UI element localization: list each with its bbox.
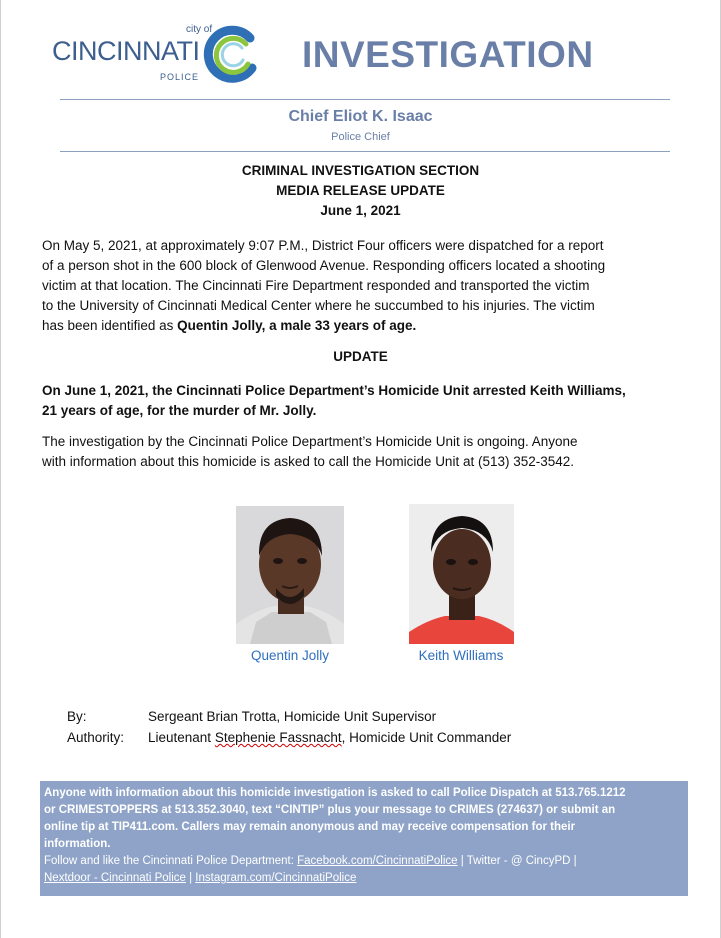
paragraph-line: On May 5, 2021, at approximately 9:07 P.M., District Four officers were dispatched for a report: [42, 238, 604, 253]
social-line: [44, 870, 684, 887]
instagram-link[interactable]: Instagram.com/CincinnatiPolice: [195, 872, 357, 884]
tip-footer-box: [40, 781, 688, 896]
paragraph-line: The investigation by the Cincinnati Police Department’s Homicide Unit is ongoing. Anyone: [42, 434, 578, 449]
ongoing-paragraph: [42, 432, 692, 472]
authority-label: Authority:: [67, 730, 125, 745]
header-divider-top: [60, 99, 670, 100]
victim-intro: has been identified as: [42, 318, 178, 333]
suspect-caption: Keith Williams: [418, 648, 504, 663]
follow-text: Follow and like the Cincinnati Police Department:: [44, 855, 298, 867]
paragraph-line: to the University of Cincinnati Medical Center where he succumbed to his injuries. The victim: [42, 298, 595, 313]
chief-name: Chief Eliot K. Isaac: [288, 108, 433, 125]
release-type-heading: MEDIA RELEASE UPDATE: [276, 183, 445, 198]
logo-police: POLICE: [160, 72, 200, 82]
chief-title: Police Chief: [331, 131, 390, 143]
page-title: INVESTIGATION: [302, 34, 594, 75]
victim-caption: Quentin Jolly: [250, 648, 330, 663]
facebook-link[interactable]: Facebook.com/CincinnatiPolice: [297, 855, 458, 867]
separator: |: [185, 872, 196, 884]
suspect-photo: [409, 504, 514, 644]
paragraph-line: of a person shot in the 600 block of Glenwood Avenue. Responding officers located a shooting: [42, 258, 606, 273]
authority-rank: Lieutenant: [148, 730, 215, 745]
section-heading: CRIMINAL INVESTIGATION SECTION: [241, 163, 480, 178]
authority-name: Stephenie Fassnacht: [214, 730, 342, 745]
header-divider-bottom: [60, 151, 670, 152]
paragraph-line: 21 years of age, for the murder of Mr. Jolly.: [42, 403, 317, 418]
logo-cincinnati: CINCINNATI: [52, 36, 200, 66]
incident-paragraph: [42, 236, 692, 336]
paragraph-line: [42, 316, 692, 336]
logo-c-swirl-icon: [202, 24, 262, 84]
footer-line: Anyone with information about this homicide investigation is asked to call Police Dispatch at 513.765.1212: [44, 787, 626, 799]
footer-line: online tip at TIP411.com. Callers may remain anonymous and may receive compensation for their: [44, 821, 576, 833]
update-paragraph: [42, 381, 692, 421]
authority-role: , Homicide Unit Commander: [341, 730, 512, 745]
footer-line: or CRIMESTOPPERS at 513.352.3040, text “CINTIP” plus your message to CRIMES (274637) or submit an: [44, 804, 616, 816]
social-line: [44, 853, 684, 870]
paragraph-line: On June 1, 2021, the Cincinnati Police Department’s Homicide Unit arrested Keith Williams,: [42, 383, 626, 398]
paragraph-line: with information about this homicide is asked to call the Homicide Unit at (513) 352-3542.: [42, 454, 575, 469]
authority-value: [148, 730, 511, 745]
nextdoor-link[interactable]: Nextdoor - Cincinnati Police: [44, 872, 186, 884]
release-date: June 1, 2021: [320, 203, 401, 218]
victim-photo: [236, 506, 344, 644]
by-label: By:: [67, 709, 87, 724]
twitter-text[interactable]: | Twitter - @ CincyPD |: [457, 855, 577, 867]
cincinnati-police-logo: [52, 24, 262, 86]
by-value: Sergeant Brian Trotta, Homicide Unit Supervisor: [148, 709, 437, 724]
footer-line: information.: [44, 838, 111, 850]
victim-identity: Quentin Jolly, a male 33 years of age.: [177, 318, 417, 333]
logo-city-of: city of: [186, 24, 213, 35]
paragraph-line: victim at that location. The Cincinnati Fire Department responded and transported the victim: [42, 278, 590, 293]
update-heading: UPDATE: [333, 349, 388, 364]
